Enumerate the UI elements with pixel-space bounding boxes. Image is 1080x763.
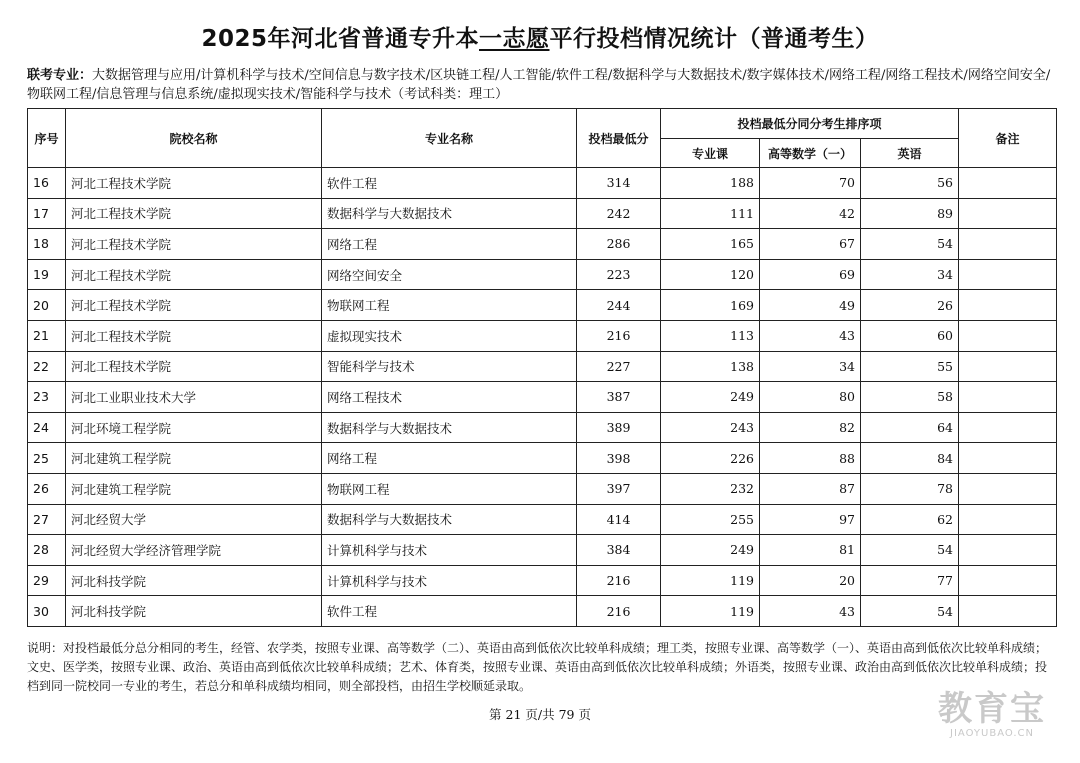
- table-row: [28, 565, 1057, 596]
- cell-school: 河北工程技术学院: [66, 351, 322, 382]
- cell-major: 数据科学与大数据技术: [322, 198, 577, 229]
- cell-english: 56: [861, 168, 959, 199]
- cell-remark: [959, 290, 1057, 321]
- cell-no: 25: [28, 443, 66, 474]
- cell-min-score: 223: [577, 259, 661, 290]
- cell-major-course: 188: [661, 168, 760, 199]
- cell-english: 78: [861, 473, 959, 504]
- header-major: 专业名称: [322, 109, 577, 168]
- header-remark: 备注: [959, 109, 1057, 168]
- page-number: 第 21 页/共 79 页: [489, 707, 591, 722]
- table-body: [28, 168, 1057, 627]
- cell-english: 60: [861, 320, 959, 351]
- watermark-logo: [922, 690, 1062, 750]
- cell-min-score: 384: [577, 535, 661, 566]
- cell-major-course: 119: [661, 565, 760, 596]
- cell-major-course: 120: [661, 259, 760, 290]
- cell-school: 河北工程技术学院: [66, 198, 322, 229]
- cell-major: 数据科学与大数据技术: [322, 504, 577, 535]
- cell-english: 54: [861, 596, 959, 627]
- cell-math: 88: [760, 443, 861, 474]
- cell-major: 物联网工程: [322, 290, 577, 321]
- cell-school: 河北工程技术学院: [66, 259, 322, 290]
- cell-major-course: 243: [661, 412, 760, 443]
- cell-school: 河北环境工程学院: [66, 412, 322, 443]
- cell-major-course: 111: [661, 198, 760, 229]
- cell-math: 43: [760, 320, 861, 351]
- cell-remark: [959, 259, 1057, 290]
- cell-remark: [959, 320, 1057, 351]
- cell-math: 43: [760, 596, 861, 627]
- cell-min-score: 242: [577, 198, 661, 229]
- cell-math: 80: [760, 382, 861, 413]
- cell-math: 82: [760, 412, 861, 443]
- cell-math: 42: [760, 198, 861, 229]
- cell-no: 23: [28, 382, 66, 413]
- cell-min-score: 387: [577, 382, 661, 413]
- table-row: [28, 596, 1057, 627]
- cell-remark: [959, 473, 1057, 504]
- cell-major-course: 119: [661, 596, 760, 627]
- cell-remark: [959, 535, 1057, 566]
- table-row: [28, 382, 1057, 413]
- cell-remark: [959, 198, 1057, 229]
- cell-school: 河北工程技术学院: [66, 168, 322, 199]
- table-row: [28, 198, 1057, 229]
- table-row: [28, 168, 1057, 199]
- cell-no: 27: [28, 504, 66, 535]
- cell-min-score: 414: [577, 504, 661, 535]
- table-row: [28, 443, 1057, 474]
- cell-math: 81: [760, 535, 861, 566]
- table-row: [28, 259, 1057, 290]
- cell-english: 54: [861, 229, 959, 260]
- cell-school: 河北经贸大学经济管理学院: [66, 535, 322, 566]
- cell-min-score: 216: [577, 565, 661, 596]
- watermark-url: JIAOYUBAO.CN: [950, 728, 1034, 739]
- cell-math: 67: [760, 229, 861, 260]
- cell-math: 70: [760, 168, 861, 199]
- cell-remark: [959, 504, 1057, 535]
- cell-school: 河北建筑工程学院: [66, 443, 322, 474]
- cell-remark: [959, 565, 1057, 596]
- table-row: [28, 535, 1057, 566]
- cell-english: 84: [861, 443, 959, 474]
- cell-school: 河北经贸大学: [66, 504, 322, 535]
- cell-major-course: 169: [661, 290, 760, 321]
- page-title: 2025年河北省普通专升本一志愿平行投档情况统计（普通考生）: [201, 26, 879, 52]
- cell-english: 89: [861, 198, 959, 229]
- cell-major: 网络空间安全: [322, 259, 577, 290]
- cell-no: 29: [28, 565, 66, 596]
- cell-school: 河北工程技术学院: [66, 229, 322, 260]
- cell-major: 计算机科学与技术: [322, 565, 577, 596]
- cell-min-score: 216: [577, 596, 661, 627]
- cell-min-score: 314: [577, 168, 661, 199]
- table-row: [28, 412, 1057, 443]
- header-sub-math: 高等数学（一）: [760, 139, 861, 168]
- cell-min-score: 216: [577, 320, 661, 351]
- cell-math: 34: [760, 351, 861, 382]
- cell-math: 20: [760, 565, 861, 596]
- cell-major-course: 165: [661, 229, 760, 260]
- table-row: [28, 351, 1057, 382]
- cell-major-course: 232: [661, 473, 760, 504]
- header-school: 院校名称: [66, 109, 322, 168]
- cell-no: 28: [28, 535, 66, 566]
- cell-math: 97: [760, 504, 861, 535]
- cell-school: 河北工业职业技术大学: [66, 382, 322, 413]
- cell-math: 49: [760, 290, 861, 321]
- cell-no: 21: [28, 320, 66, 351]
- table-row: [28, 320, 1057, 351]
- header-rank-group: 投档最低分同分考生排序项: [661, 109, 959, 139]
- cell-min-score: 389: [577, 412, 661, 443]
- cell-major: 虚拟现实技术: [322, 320, 577, 351]
- cell-min-score: 227: [577, 351, 661, 382]
- cell-remark: [959, 596, 1057, 627]
- cell-no: 30: [28, 596, 66, 627]
- cell-no: 16: [28, 168, 66, 199]
- table-row: [28, 290, 1057, 321]
- cell-major: 软件工程: [322, 596, 577, 627]
- header-sub-english: 英语: [861, 139, 959, 168]
- header-sub-major-course: 专业课: [661, 139, 760, 168]
- explanation-note: 说明：对投档最低分总分相同的考生，经管、农学类，按照专业课、高等数学（二）、英语由高到低依次比较单科成绩；理工类，按照专业课、高等数学（一）、英语由高到低依次比较单科成绩；文史、医学类，按照专业课、政治、英语由高到低依次比较单科成绩；艺术、体育类，按照专业课、英语由高到低依次比较单科成绩；外语类，按照专业课、政治由高到低依次比较单科成绩；投档到同一院校同一专业的考生，若总分和单科成绩均相同，则全部投档，由招生学校顺延录取。: [27, 641, 1048, 693]
- cell-school: 河北工程技术学院: [66, 320, 322, 351]
- cell-school: 河北工程技术学院: [66, 290, 322, 321]
- cell-math: 69: [760, 259, 861, 290]
- cell-remark: [959, 351, 1057, 382]
- cell-min-score: 398: [577, 443, 661, 474]
- cell-major: 网络工程: [322, 443, 577, 474]
- cell-major: 数据科学与大数据技术: [322, 412, 577, 443]
- cell-english: 54: [861, 535, 959, 566]
- exam-majors-label: 联考专业：: [27, 68, 93, 83]
- cell-major: 智能科学与技术: [322, 351, 577, 382]
- cell-english: 77: [861, 565, 959, 596]
- cell-english: 62: [861, 504, 959, 535]
- cell-english: 64: [861, 412, 959, 443]
- cell-major: 网络工程技术: [322, 382, 577, 413]
- cell-school: 河北科技学院: [66, 596, 322, 627]
- cell-major-course: 226: [661, 443, 760, 474]
- cell-english: 26: [861, 290, 959, 321]
- cell-min-score: 244: [577, 290, 661, 321]
- exam-majors-list: 大数据管理与应用/计算机科学与技术/空间信息与数字技术/区块链工程/人工智能/软件工程/数据科学与大数据技术/数字媒体技术/网络工程/网络工程技术/网络空间安全/物联网工程/信息管理与信息系统/虚拟现实技术/智能科学与技术（考试科类：理工）: [27, 68, 1051, 102]
- cell-major-course: 249: [661, 535, 760, 566]
- cell-min-score: 397: [577, 473, 661, 504]
- cell-english: 55: [861, 351, 959, 382]
- cell-no: 22: [28, 351, 66, 382]
- cell-major: 网络工程: [322, 229, 577, 260]
- cell-remark: [959, 168, 1057, 199]
- cell-no: 24: [28, 412, 66, 443]
- cell-no: 20: [28, 290, 66, 321]
- cell-no: 17: [28, 198, 66, 229]
- cell-remark: [959, 382, 1057, 413]
- cell-english: 34: [861, 259, 959, 290]
- header-min-score: 投档最低分: [577, 109, 661, 168]
- header-no: 序号: [28, 109, 66, 168]
- cell-major-course: 255: [661, 504, 760, 535]
- cell-major: 软件工程: [322, 168, 577, 199]
- cell-major: 计算机科学与技术: [322, 535, 577, 566]
- cell-major-course: 249: [661, 382, 760, 413]
- cell-no: 26: [28, 473, 66, 504]
- cell-remark: [959, 443, 1057, 474]
- cell-major: 物联网工程: [322, 473, 577, 504]
- table-row: [28, 504, 1057, 535]
- cell-school: 河北科技学院: [66, 565, 322, 596]
- exam-majors-line: [27, 66, 1057, 104]
- cell-remark: [959, 229, 1057, 260]
- admission-table: [27, 108, 1057, 627]
- table-row: [28, 229, 1057, 260]
- cell-english: 58: [861, 382, 959, 413]
- cell-math: 87: [760, 473, 861, 504]
- table-row: [28, 473, 1057, 504]
- cell-remark: [959, 412, 1057, 443]
- cell-major-course: 138: [661, 351, 760, 382]
- watermark-text: 教育宝: [938, 689, 1046, 729]
- cell-school: 河北建筑工程学院: [66, 473, 322, 504]
- cell-min-score: 286: [577, 229, 661, 260]
- cell-major-course: 113: [661, 320, 760, 351]
- cell-no: 19: [28, 259, 66, 290]
- cell-no: 18: [28, 229, 66, 260]
